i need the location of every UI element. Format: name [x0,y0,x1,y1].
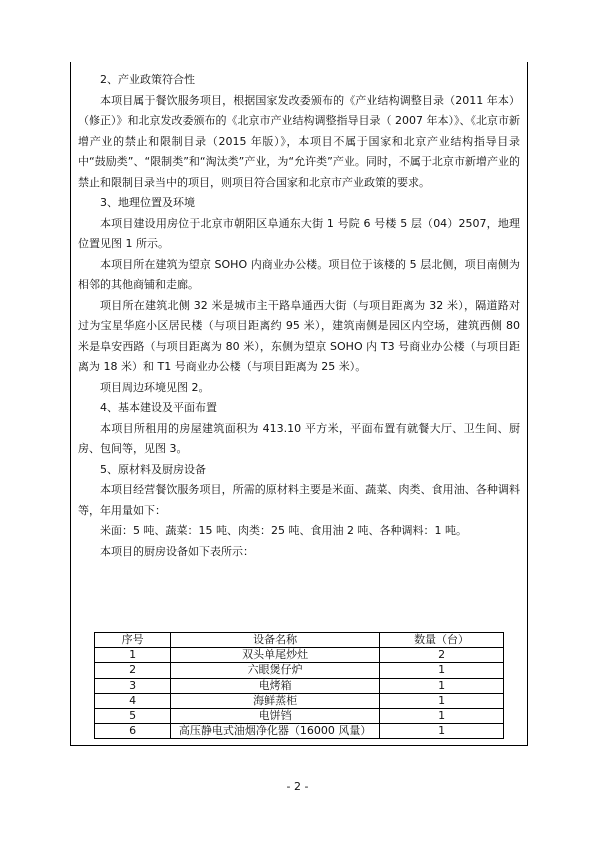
section-heading-layout: 4、基本建设及平面布置 [100,401,217,414]
table-cell-index: 6 [95,724,171,739]
paragraph-materials: 本项目经营餐饮服务项目，所需的原材料主要是米面、蔬菜、肉类、食用油、各种调料等，年用量如下： [78,483,520,517]
document-body [78,70,520,562]
table-cell-name: 高压静电式油烟净化器（16000 风量） [171,724,380,739]
table-cell-quantity: 2 [380,648,504,663]
equipment-table-wrapper [94,632,504,739]
table-cell-name: 双头单尾炒灶 [171,648,380,663]
paragraph-layout: 本项目所租用的房屋建筑面积为 413.10 平方米，平面布置有就餐大厅、卫生间、厨房、包间等，见图 3。 [78,421,520,455]
table-header-row [95,633,504,648]
table-row [95,724,504,739]
table-row [95,648,504,663]
paragraph-location-figure: 项目周边环境见图 2。 [100,380,210,394]
paragraph-location-surroundings: 项目所在建筑北侧 32 米是城市主干路阜通西大街（与项目距离为 32 米），隔道路对过为宝星华庭小区居民楼（与项目距离约 95 米），建筑南侧是园区内空场，建筑西侧 80 米是阜安西路（与项目距离为 80 米），东侧为望京 SOHO 内 T3 号商业办公楼（与项目距离为 18 米）和 T1 号商业办公楼（与项目距离为 25 米）。 [78,298,520,373]
table-cell-quantity: 1 [380,708,504,723]
table-header-quantity: 数量（台） [380,633,504,648]
table-cell-name: 电烤箱 [171,678,380,693]
paragraph-materials-amounts: 米面：5 吨、蔬菜：15 吨、肉类：25 吨、食用油 2 吨、各种调料：1 吨。 [100,524,467,537]
table-cell-name: 六眼煲仔炉 [171,663,380,678]
section-heading-materials: 5、原材料及厨房设备 [100,462,206,476]
table-cell-index: 3 [95,678,171,693]
table-row [95,708,504,723]
table-cell-index: 5 [95,708,171,723]
table-cell-name: 电饼铛 [171,708,380,723]
paragraph-location-address: 本项目建设用房位于北京市朝阳区阜通东大街 1 号院 6 号楼 5 层（04）2507，地理位置见图 1 所示。 [78,216,520,250]
paragraph-equipment-intro: 本项目的厨房设备如下表所示： [100,544,254,558]
table-header-name: 设备名称 [171,633,380,648]
table-row [95,693,504,708]
paragraph-policy: 本项目属于餐饮服务项目，根据国家发改委颁布的《产业结构调整目录（2011 年本）（修正）》和北京发改委颁布的《北京市产业结构调整指导目录（ 2007 年本）》、《北京市新增产业的禁止和限制目录（2015 年版）》，本项目不属于国家和北京产业结构指导目录中“鼓励类”、“限制类”和“淘汰类”产业，为“允许类”产业。同时，不属于北京市新增产业的禁止和限制目录当中的项目，则项目符合国家和北京市产业政策的要求。 [78,93,520,189]
table-cell-quantity: 1 [380,678,504,693]
table-cell-index: 1 [95,648,171,663]
page-number: - 2 - [286,780,309,793]
table-cell-index: 4 [95,693,171,708]
table-cell-quantity: 1 [380,724,504,739]
table-row [95,663,504,678]
section-heading-policy: 2、产业政策符合性 [100,73,195,86]
table-cell-name: 海鲜蒸柜 [171,693,380,708]
table-cell-quantity: 1 [380,693,504,708]
table-cell-index: 2 [95,663,171,678]
section-heading-location: 3、地理位置及环境 [100,196,195,209]
paragraph-location-building: 本项目所在建筑为望京 SOHO 内商业办公楼。项目位于该楼的 5 层北侧，项目南侧为相邻的其他商铺和走廊。 [78,257,520,291]
table-cell-quantity: 1 [380,663,504,678]
equipment-table [94,632,504,739]
table-header-index: 序号 [95,633,171,648]
table-row [95,678,504,693]
